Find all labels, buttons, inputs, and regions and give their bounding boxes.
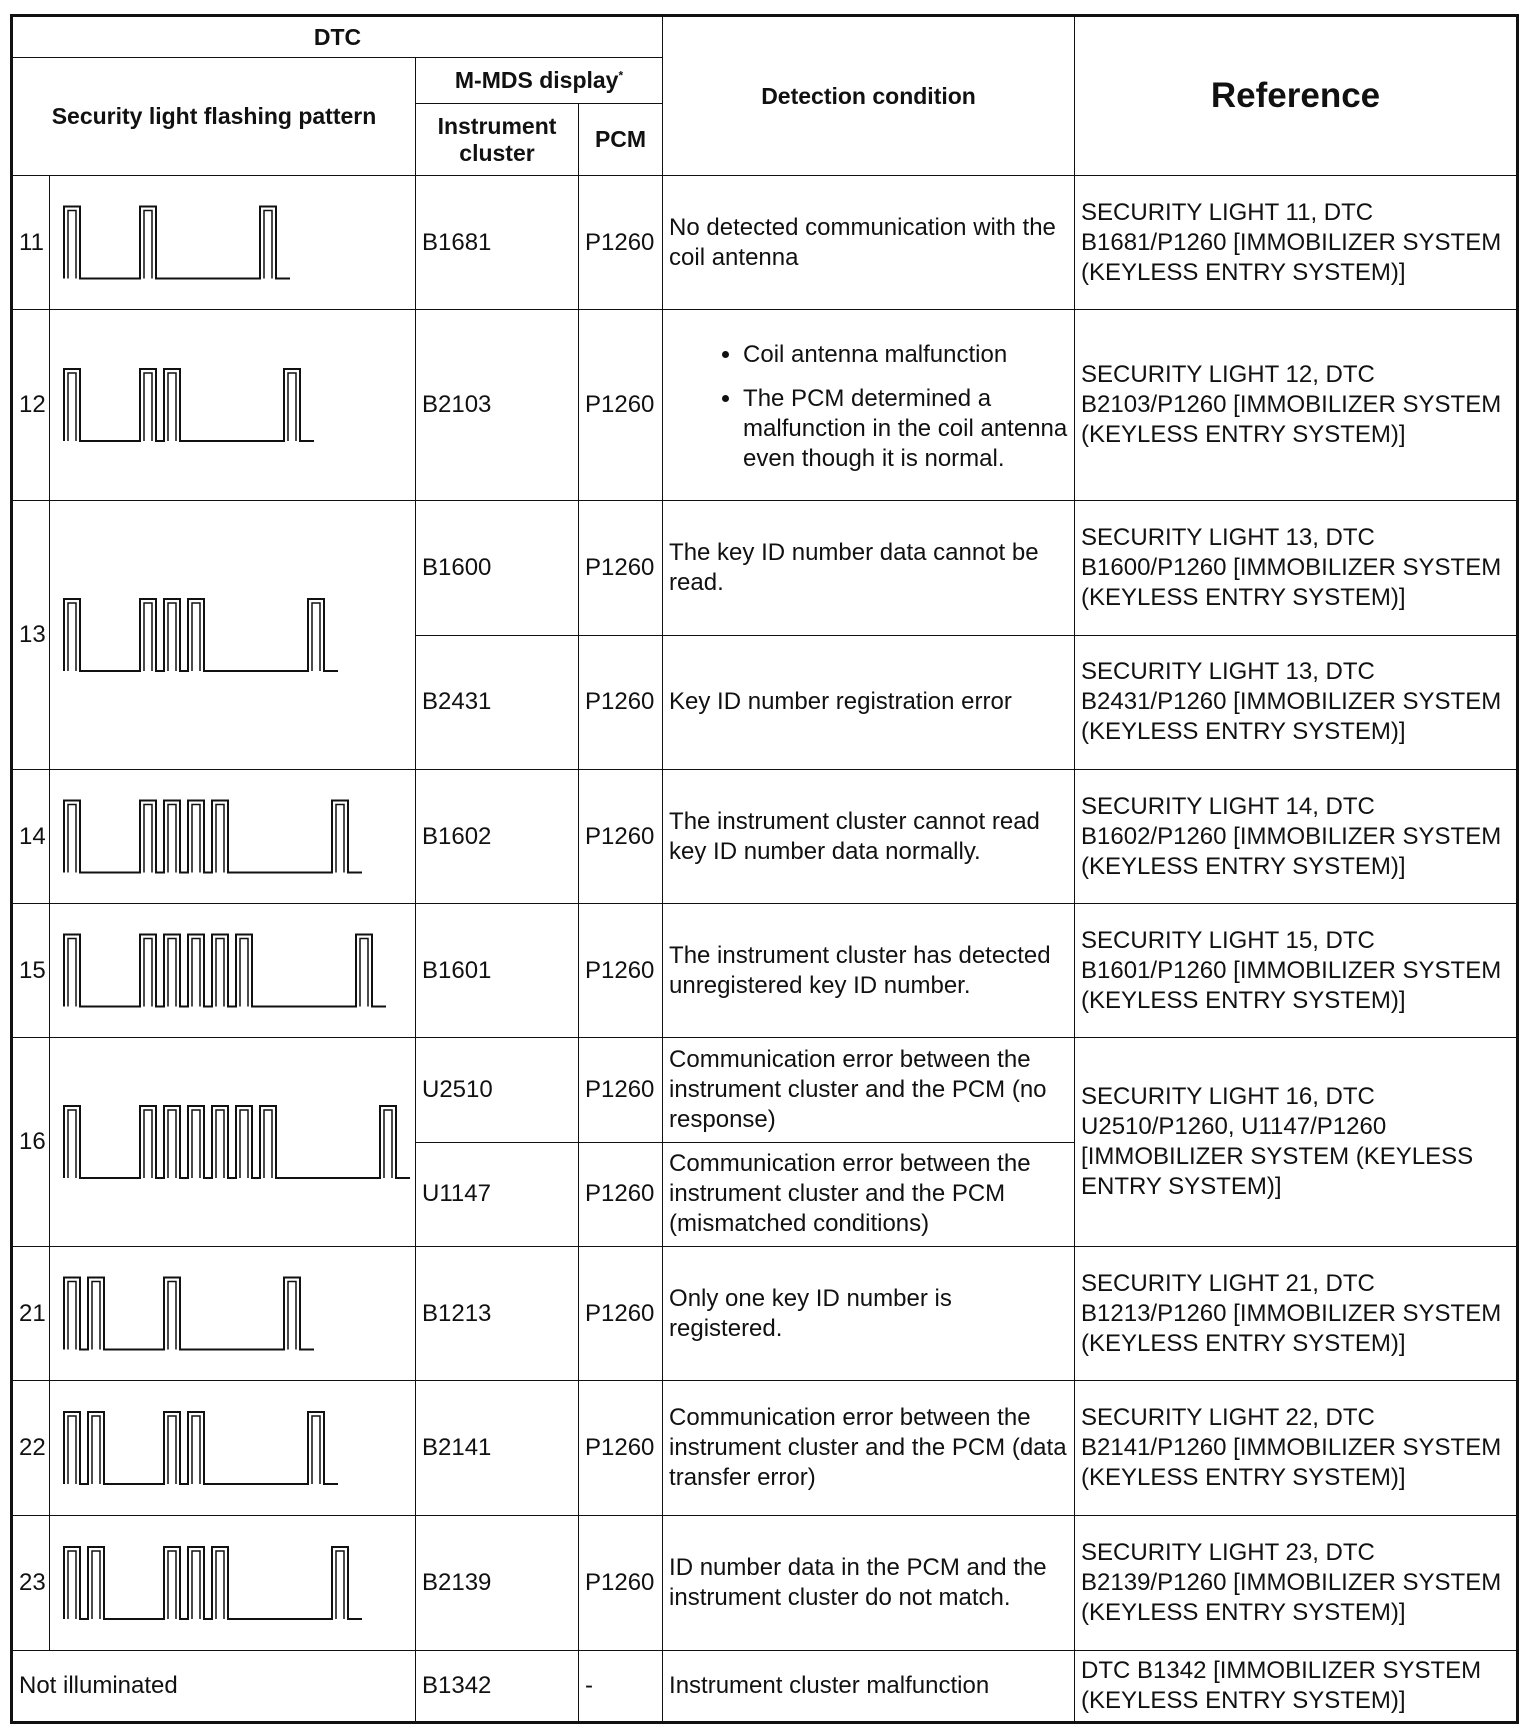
detection-condition: No detected communication with the coil antenna xyxy=(663,176,1075,310)
cluster-code: U2510 xyxy=(416,1038,579,1143)
waveform-line xyxy=(64,1547,362,1619)
pulse-inner-line xyxy=(216,1110,224,1178)
footnote-mark: * xyxy=(618,68,624,83)
cluster-code: B2141 xyxy=(416,1381,579,1516)
reference: SECURITY LIGHT 16, DTC U2510/P1260, U1147/P1260 [IMMOBILIZER SYSTEM (KEYLESS ENTRY SYSTEM)] xyxy=(1075,1038,1518,1247)
pulse-inner-line xyxy=(288,1282,296,1350)
pulse-inner-line xyxy=(68,939,76,1007)
pulse-inner-line xyxy=(264,1110,272,1178)
flashing-pattern-diagram xyxy=(56,904,422,1037)
flashing-pattern xyxy=(50,1247,416,1381)
pulse-inner-line xyxy=(336,1551,344,1619)
pulse-inner-line xyxy=(192,1551,200,1619)
pcm-code: P1260 xyxy=(579,310,663,501)
detection-condition: The instrument cluster cannot read key ID number data normally. xyxy=(663,770,1075,904)
dtc-number: 15 xyxy=(12,904,50,1038)
flashing-pattern xyxy=(50,1038,416,1247)
dtc-number: 21 xyxy=(12,1247,50,1381)
pulse-inner-line xyxy=(168,1551,176,1619)
pulse-inner-line xyxy=(192,939,200,1007)
cluster-code: B2103 xyxy=(416,310,579,501)
dtc-number: 14 xyxy=(12,770,50,904)
table-row xyxy=(12,904,1518,1038)
detection-condition: Communication error between the instrument cluster and the PCM (no response) xyxy=(663,1038,1075,1143)
table-row xyxy=(12,176,1518,310)
pcm-code: P1260 xyxy=(579,176,663,310)
reference: SECURITY LIGHT 13, DTC B1600/P1260 [IMMOBILIZER SYSTEM (KEYLESS ENTRY SYSTEM)] xyxy=(1075,501,1518,636)
pulse-inner-line xyxy=(144,805,152,873)
pulse-inner-line xyxy=(312,603,320,671)
pcm-code: - xyxy=(579,1651,663,1723)
dtc-table xyxy=(10,14,1519,1724)
dtc-number: 22 xyxy=(12,1381,50,1516)
pulse-inner-line xyxy=(384,1110,392,1178)
pulse-inner-line xyxy=(92,1282,100,1350)
pulse-inner-line xyxy=(168,1416,176,1484)
pcm-code: P1260 xyxy=(579,635,663,770)
cluster-code: B1601 xyxy=(416,904,579,1038)
pcm-code: P1260 xyxy=(579,1142,663,1247)
reference: SECURITY LIGHT 12, DTC B2103/P1260 [IMMOBILIZER SYSTEM (KEYLESS ENTRY SYSTEM)] xyxy=(1075,310,1518,501)
pulse-inner-line xyxy=(192,805,200,873)
pulse-inner-line xyxy=(68,1282,76,1350)
pulse-inner-line xyxy=(144,373,152,441)
pcm-code: P1260 xyxy=(579,1381,663,1516)
detection-condition: Communication error between the instrument cluster and the PCM (mismatched conditions) xyxy=(663,1142,1075,1247)
pcm-code: P1260 xyxy=(579,1038,663,1143)
pulse-inner-line xyxy=(68,603,76,671)
flashing-pattern-diagram xyxy=(56,310,422,500)
table-row xyxy=(12,1381,1518,1516)
reference: SECURITY LIGHT 21, DTC B1213/P1260 [IMMOBILIZER SYSTEM (KEYLESS ENTRY SYSTEM)] xyxy=(1075,1247,1518,1381)
pulse-inner-line xyxy=(68,1551,76,1619)
pulse-inner-line xyxy=(68,805,76,873)
pcm-code: P1260 xyxy=(579,1516,663,1651)
pcm-code: P1260 xyxy=(579,904,663,1038)
pulse-inner-line xyxy=(216,939,224,1007)
table-row xyxy=(12,770,1518,904)
pulse-inner-line xyxy=(68,373,76,441)
waveform-line xyxy=(64,935,386,1007)
detection-condition: Instrument cluster malfunction xyxy=(663,1651,1075,1723)
pulse-inner-line xyxy=(264,211,272,279)
pulse-inner-line xyxy=(68,1110,76,1178)
pulse-inner-line xyxy=(168,603,176,671)
pulse-inner-line xyxy=(288,373,296,441)
detection-condition: ID number data in the PCM and the instrument cluster do not match. xyxy=(663,1516,1075,1651)
pcm-code: P1260 xyxy=(579,501,663,636)
pulse-inner-line xyxy=(360,939,368,1007)
flashing-pattern-diagram xyxy=(56,176,422,309)
flashing-pattern-header: Security light flashing pattern xyxy=(12,58,416,176)
flashing-pattern xyxy=(50,1381,416,1516)
pulse-inner-line xyxy=(144,939,152,1007)
pulse-inner-line xyxy=(216,805,224,873)
pulse-inner-line xyxy=(192,1416,200,1484)
dtc-number: 16 xyxy=(12,1038,50,1247)
flashing-pattern-diagram xyxy=(56,1516,422,1650)
instrument-cluster-header: Instrument cluster xyxy=(416,104,579,176)
dtc-number: 23 xyxy=(12,1516,50,1651)
flashing-pattern xyxy=(50,501,416,770)
reference: SECURITY LIGHT 11, DTC B1681/P1260 [IMMOBILIZER SYSTEM (KEYLESS ENTRY SYSTEM)] xyxy=(1075,176,1518,310)
waveform-line xyxy=(64,1412,338,1484)
pulse-inner-line xyxy=(168,373,176,441)
flashing-pattern xyxy=(50,1516,416,1651)
pulse-inner-line xyxy=(144,1110,152,1178)
pulse-inner-line xyxy=(168,1110,176,1178)
pulse-inner-line xyxy=(336,805,344,873)
detection-condition: The key ID number data cannot be read. xyxy=(663,501,1075,636)
pcm-code: P1260 xyxy=(579,1247,663,1381)
pulse-inner-line xyxy=(168,1282,176,1350)
table-row xyxy=(12,501,1518,636)
waveform-line xyxy=(64,801,362,873)
not-illuminated-label: Not illuminated xyxy=(12,1651,416,1723)
waveform-line xyxy=(64,599,338,671)
flashing-pattern-diagram xyxy=(56,501,422,769)
flashing-pattern-diagram xyxy=(56,1038,422,1246)
detection-condition xyxy=(663,310,1075,501)
reference: SECURITY LIGHT 22, DTC B2141/P1260 [IMMOBILIZER SYSTEM (KEYLESS ENTRY SYSTEM)] xyxy=(1075,1381,1518,1516)
flashing-pattern-diagram xyxy=(56,770,422,903)
reference: SECURITY LIGHT 23, DTC B2139/P1260 [IMMOBILIZER SYSTEM (KEYLESS ENTRY SYSTEM)] xyxy=(1075,1516,1518,1651)
flashing-pattern xyxy=(50,904,416,1038)
pulse-inner-line xyxy=(168,939,176,1007)
mmds-display-header: M-MDS display* xyxy=(416,58,663,104)
pcm-header: PCM xyxy=(579,104,663,176)
reference: SECURITY LIGHT 15, DTC B1601/P1260 [IMMOBILIZER SYSTEM (KEYLESS ENTRY SYSTEM)] xyxy=(1075,904,1518,1038)
waveform-line xyxy=(64,1106,410,1178)
dtc-number: 11 xyxy=(12,176,50,310)
cluster-code: B2139 xyxy=(416,1516,579,1651)
detection-condition: The instrument cluster has detected unregistered key ID number. xyxy=(663,904,1075,1038)
pulse-inner-line xyxy=(216,1551,224,1619)
pulse-inner-line xyxy=(92,1416,100,1484)
cluster-code: B1342 xyxy=(416,1651,579,1723)
reference-header: Reference xyxy=(1075,16,1518,176)
cluster-code: B1600 xyxy=(416,501,579,636)
detection-condition: Key ID number registration error xyxy=(663,635,1075,770)
cluster-code: B2431 xyxy=(416,635,579,770)
condition-bullet: • The PCM determined a malfunction in the coil antenna even though it is normal. xyxy=(743,384,1068,474)
table-row xyxy=(12,1516,1518,1651)
reference: SECURITY LIGHT 14, DTC B1602/P1260 [IMMOBILIZER SYSTEM (KEYLESS ENTRY SYSTEM)] xyxy=(1075,770,1518,904)
cluster-code: U1147 xyxy=(416,1142,579,1247)
cluster-code: B1602 xyxy=(416,770,579,904)
flashing-pattern-diagram xyxy=(56,1247,422,1380)
table-row xyxy=(12,1247,1518,1381)
reference: DTC B1342 [IMMOBILIZER SYSTEM (KEYLESS ENTRY SYSTEM)] xyxy=(1075,1651,1518,1723)
detection-condition-header: Detection condition xyxy=(663,16,1075,176)
waveform-line xyxy=(64,369,314,441)
waveform-line xyxy=(64,207,290,279)
pulse-inner-line xyxy=(92,1551,100,1619)
pulse-inner-line xyxy=(192,603,200,671)
detection-condition: Only one key ID number is registered. xyxy=(663,1247,1075,1381)
dtc-number: 12 xyxy=(12,310,50,501)
table-row xyxy=(12,310,1518,501)
pulse-inner-line xyxy=(192,1110,200,1178)
detection-condition: Communication error between the instrument cluster and the PCM (data transfer error) xyxy=(663,1381,1075,1516)
waveform-line xyxy=(64,1278,314,1350)
cluster-code: B1213 xyxy=(416,1247,579,1381)
table-row xyxy=(12,1038,1518,1143)
pcm-code: P1260 xyxy=(579,770,663,904)
pulse-inner-line xyxy=(312,1416,320,1484)
dtc-header: DTC xyxy=(12,16,663,58)
cluster-code: B1681 xyxy=(416,176,579,310)
flashing-pattern xyxy=(50,770,416,904)
reference: SECURITY LIGHT 13, DTC B2431/P1260 [IMMOBILIZER SYSTEM (KEYLESS ENTRY SYSTEM)] xyxy=(1075,635,1518,770)
pulse-inner-line xyxy=(240,1110,248,1178)
dtc-number: 13 xyxy=(12,501,50,770)
condition-bullet: • Coil antenna malfunction xyxy=(743,340,1068,370)
pulse-inner-line xyxy=(168,805,176,873)
pulse-inner-line xyxy=(144,603,152,671)
pulse-inner-line xyxy=(68,1416,76,1484)
flashing-pattern xyxy=(50,176,416,310)
pulse-inner-line xyxy=(240,939,248,1007)
flashing-pattern xyxy=(50,310,416,501)
table-row xyxy=(12,1651,1518,1723)
pulse-inner-line xyxy=(68,211,76,279)
flashing-pattern-diagram xyxy=(56,1381,422,1515)
pulse-inner-line xyxy=(144,211,152,279)
